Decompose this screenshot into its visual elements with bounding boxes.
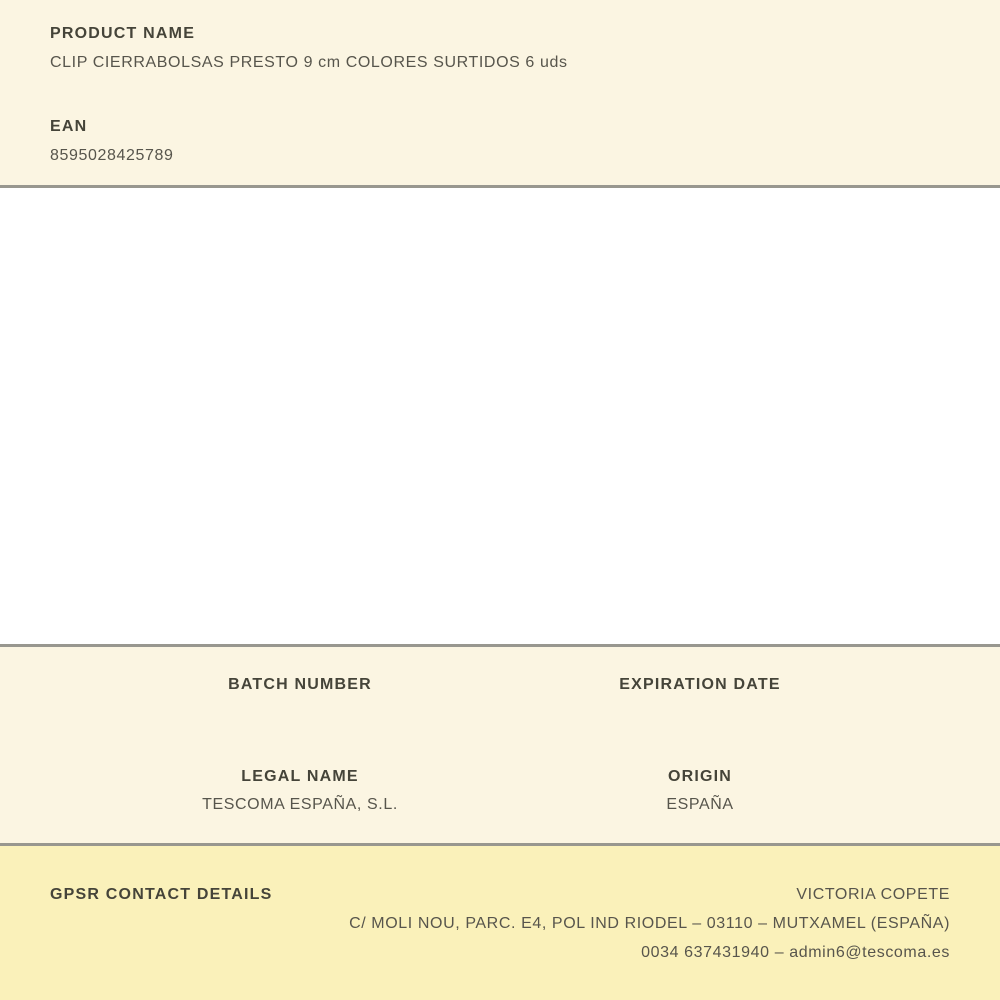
product-name-field [50,24,950,73]
ean-field [50,117,950,166]
details-section [0,647,1000,843]
legal-name-field [100,767,500,815]
origin-field [500,767,900,815]
product-section [0,0,1000,185]
product-name-value: CLIP CIERRABOLSAS PRESTO 9 cm COLORES SURTIDOS 6 uds [50,54,568,71]
details-row-2 [100,767,900,815]
expiration-date-value [500,703,900,723]
batch-number-field [100,675,500,723]
ean-label: EAN [50,118,88,135]
origin-label: ORIGIN [667,768,733,785]
empty-content-area [0,188,1000,644]
origin-value: ESPAÑA [666,796,734,813]
legal-name-label: LEGAL NAME [241,768,359,785]
contact-phone-email: 0034 637431940 – admin6@tescoma.es [641,944,950,961]
expiration-date-label: EXPIRATION DATE [619,676,781,693]
ean-value: 8595028425789 [50,147,174,164]
product-name-label: PRODUCT NAME [50,25,196,42]
contact-person-name: VICTORIA COPETE [796,886,950,903]
gpsr-contact-heading: GPSR CONTACT DETAILS [50,886,273,903]
legal-name-value: TESCOMA ESPAÑA, S.L. [202,796,398,813]
details-row-1 [100,675,900,723]
contact-address: C/ MOLI NOU, PARC. E4, POL IND RIODEL – 03110 – MUTXAMEL (ESPAÑA) [349,915,950,932]
batch-number-value [100,703,500,723]
gpsr-contact-section [0,846,1000,1000]
batch-number-label: BATCH NUMBER [228,676,372,693]
expiration-date-field [500,675,900,723]
gpsr-contact-lines [273,880,950,967]
